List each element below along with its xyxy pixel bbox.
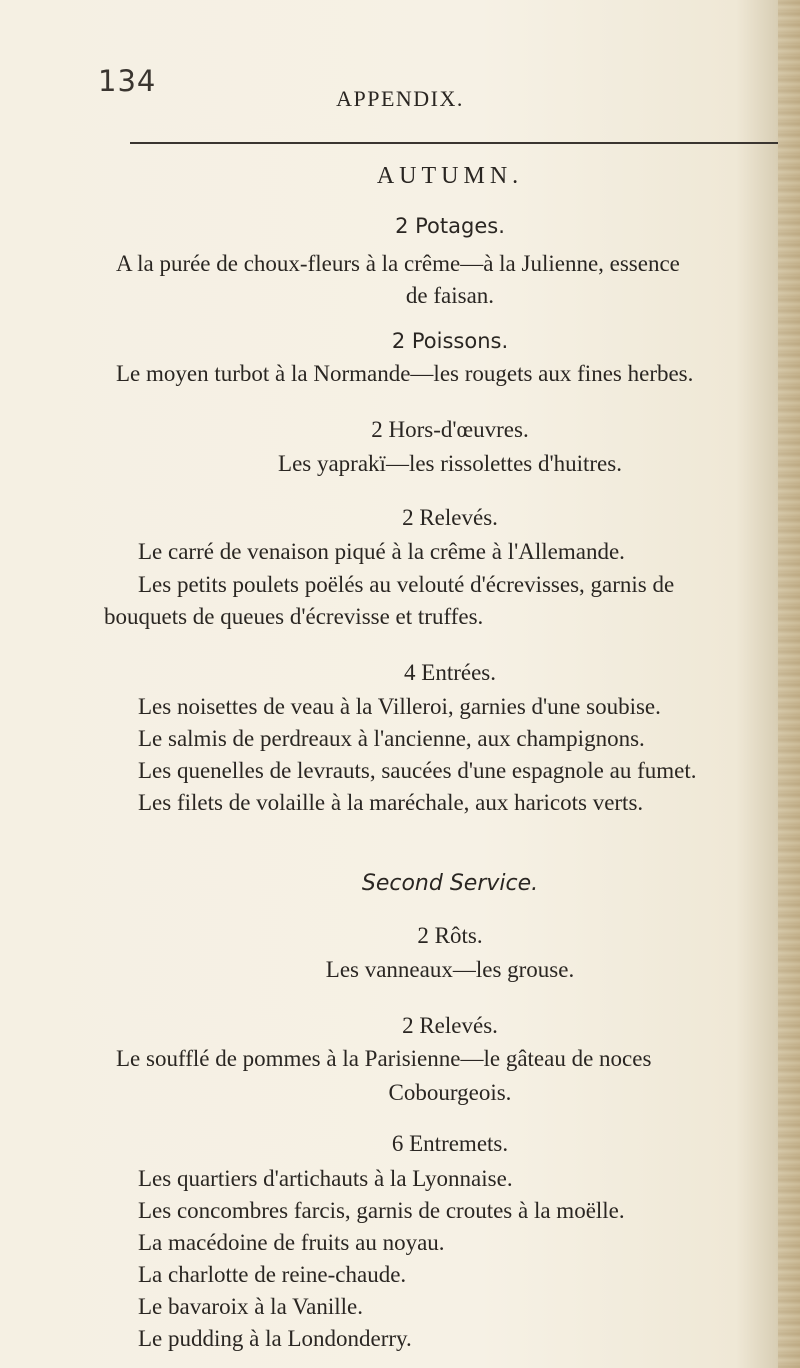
course-heading-releves: 2 Relevés. [402,505,498,530]
running-header: APPENDIX. [336,86,464,111]
menu-line: Les yaprakï—les rissolettes d'huitres. [278,451,622,476]
menu-line: Cobourgeois. [388,1080,512,1105]
menu-line: Le carré de venaison piqué à la crême à l'Allemande. [138,539,625,564]
menu-line: bouquets de queues d'écrevisse et truffes. [104,604,484,629]
menu-line: Le bavaroix à la Vanille. [138,1294,364,1319]
menu-line: Le soufflé de pommes à la Parisienne—le gâteau de noces [116,1046,652,1071]
menu-line: Les noisettes de veau à la Villeroi, garnies d'une soubise. [138,694,661,719]
season-title: AUTUMN. [376,163,524,189]
course-heading-releves-2: 2 Relevés. [402,1013,498,1038]
menu-line: La charlotte de reine-chaude. [138,1262,407,1287]
menu-line: A la purée de choux-fleurs à la crême—à la Julienne, essence [116,251,680,276]
course-heading-potages: 2 Potages. [395,214,505,238]
course-heading-hors-doeuvres: 2 Hors-d'œuvres. [371,417,529,442]
course-heading-poissons: 2 Poissons. [391,329,509,353]
menu-line: Le salmis de perdreaux à l'ancienne, aux champignons. [138,726,645,751]
menu-line: Les concombres farcis, garnis de croutes à la moëlle. [138,1198,625,1223]
menu-line: Les petits poulets poëlés au velouté d'écrevisses, garnis de [138,572,675,597]
menu-line: Le pudding à la Londonderry. [138,1326,412,1351]
menu-line: Les vanneaux—les grouse. [325,957,575,982]
header-rule [130,142,778,144]
course-heading-entremets: 6 Entremets. [391,1131,509,1156]
course-heading-rots: 2 Rôts. [417,923,483,948]
menu-line: La macédoine de fruits au noyau. [138,1230,445,1255]
menu-line: de faisan. [405,283,495,308]
second-service-heading: Second Service. [361,871,539,896]
course-heading-entrees: 4 Entrées. [404,660,496,685]
menu-line: Les quenelles de levrauts, saucées d'une espagnole au fumet. [138,758,697,783]
menu-line: Les filets de volaille à la maréchale, aux haricots verts. [138,790,644,815]
menu-line: Le moyen turbot à la Normande—les rougets aux fines herbes. [116,361,694,386]
page-number: 134 [98,64,157,98]
menu-line: Les quartiers d'artichauts à la Lyonnaise. [138,1166,513,1191]
